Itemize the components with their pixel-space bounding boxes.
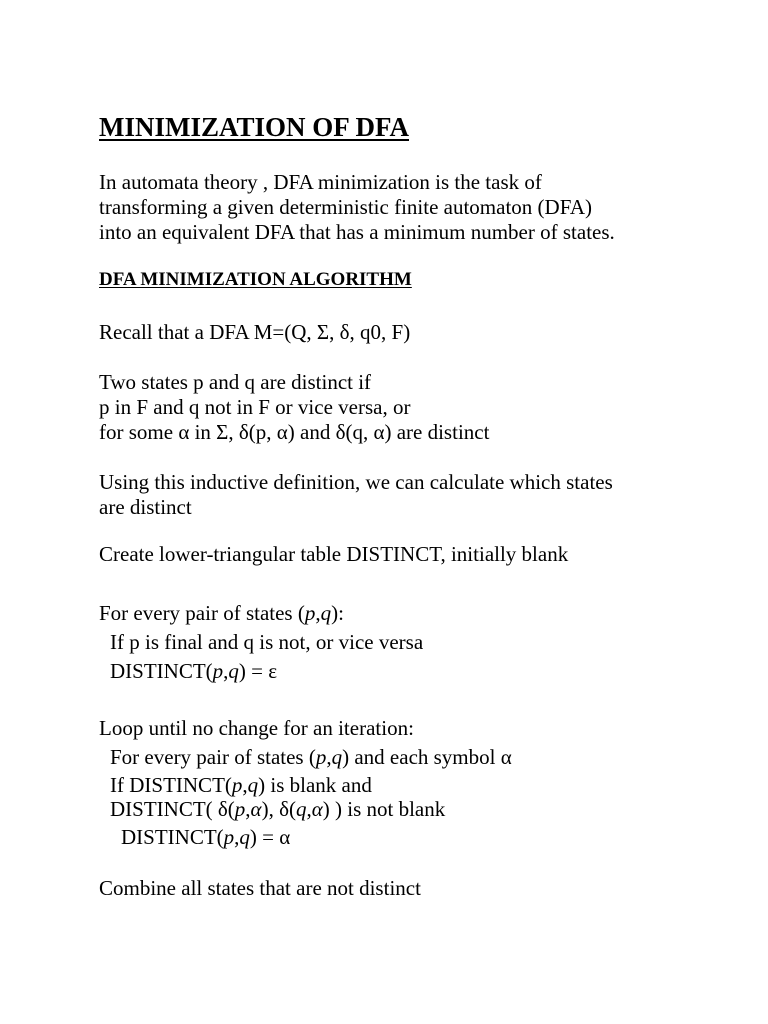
distinct-def-line-1: Two states p and q are distinct if: [99, 370, 372, 394]
step1-line-3-post: ) = ε: [238, 659, 278, 683]
step2-line-1: Loop until no change for an iteration:: [99, 716, 414, 740]
var-q: q: [247, 773, 259, 797]
var-q: q: [295, 797, 307, 821]
distinct-def-line-3: for some α in Σ, δ(p, α) and δ(q, α) are distinct: [99, 420, 490, 444]
step2-line-4-post: ) ) is not blank: [322, 797, 446, 821]
comma: ,: [223, 659, 229, 683]
var-alpha: α: [250, 797, 262, 821]
var-q: q: [239, 825, 250, 849]
step2-line-3-pre: If DISTINCT(: [110, 773, 232, 797]
var-p: p: [231, 773, 243, 797]
intro-line-2: transforming a given deterministic finite automaton (DFA): [99, 195, 592, 219]
inductive-line-2: are distinct: [99, 495, 192, 519]
comma: ,: [315, 601, 321, 625]
comma: ,: [242, 773, 248, 797]
comma: ,: [245, 797, 251, 821]
step2-line-5: [121, 825, 290, 850]
page-title: MINIMIZATION OF DFA: [99, 112, 409, 142]
var-q: q: [331, 745, 343, 769]
intro-line-3: into an equivalent DFA that has a minimum number of states.: [99, 220, 615, 244]
var-p: p: [223, 825, 235, 849]
combine-line: Combine all states that are not distinct: [99, 876, 421, 900]
var-p: p: [304, 601, 316, 625]
step2-line-3-post: ) is blank and: [258, 773, 372, 797]
comma: ,: [306, 797, 312, 821]
step2-line-5-pre: DISTINCT(: [121, 825, 224, 849]
var-q: q: [320, 601, 332, 625]
close-colon: ):: [331, 601, 344, 625]
var-p: p: [234, 797, 246, 821]
inductive-line-1: Using this inductive definition, we can calculate which states: [99, 470, 613, 494]
step1-line-3-pre: DISTINCT(: [110, 659, 213, 683]
var-q: q: [228, 659, 239, 683]
step1-line-1: [99, 601, 344, 626]
step2-line-3: [110, 773, 372, 798]
intro-line-1: In automata theory , DFA minimization is the task of: [99, 170, 542, 194]
step2-line-4-pre: DISTINCT( δ(: [110, 797, 235, 821]
comma: ,: [234, 825, 240, 849]
var-p: p: [315, 745, 327, 769]
algorithm-heading: DFA MINIMIZATION ALGORITHM: [99, 269, 412, 290]
distinct-def-line-2: p in F and q not in F or vice versa, or: [99, 395, 411, 419]
recall-line: Recall that a DFA M=(Q, Σ, δ, q0, F): [99, 320, 411, 344]
step2-line-4: [110, 797, 445, 822]
var-p: p: [212, 659, 224, 683]
step2-line-5-post: ) = α: [249, 825, 291, 849]
create-table-line: Create lower-triangular table DISTINCT, initially blank: [99, 542, 569, 566]
step2-line-4-mid: ), δ(: [261, 797, 296, 821]
step2-line-2: [110, 745, 512, 770]
var-alpha: α: [311, 797, 323, 821]
step1-line-1-text: For every pair of states (: [99, 601, 305, 625]
step2-line-2-pre: For every pair of states (: [110, 745, 316, 769]
step1-line-2: If p is final and q is not, or vice versa: [110, 630, 424, 654]
step2-line-2-post: ) and each symbol α: [342, 745, 512, 769]
step1-line-3: [110, 659, 277, 684]
comma: ,: [326, 745, 332, 769]
